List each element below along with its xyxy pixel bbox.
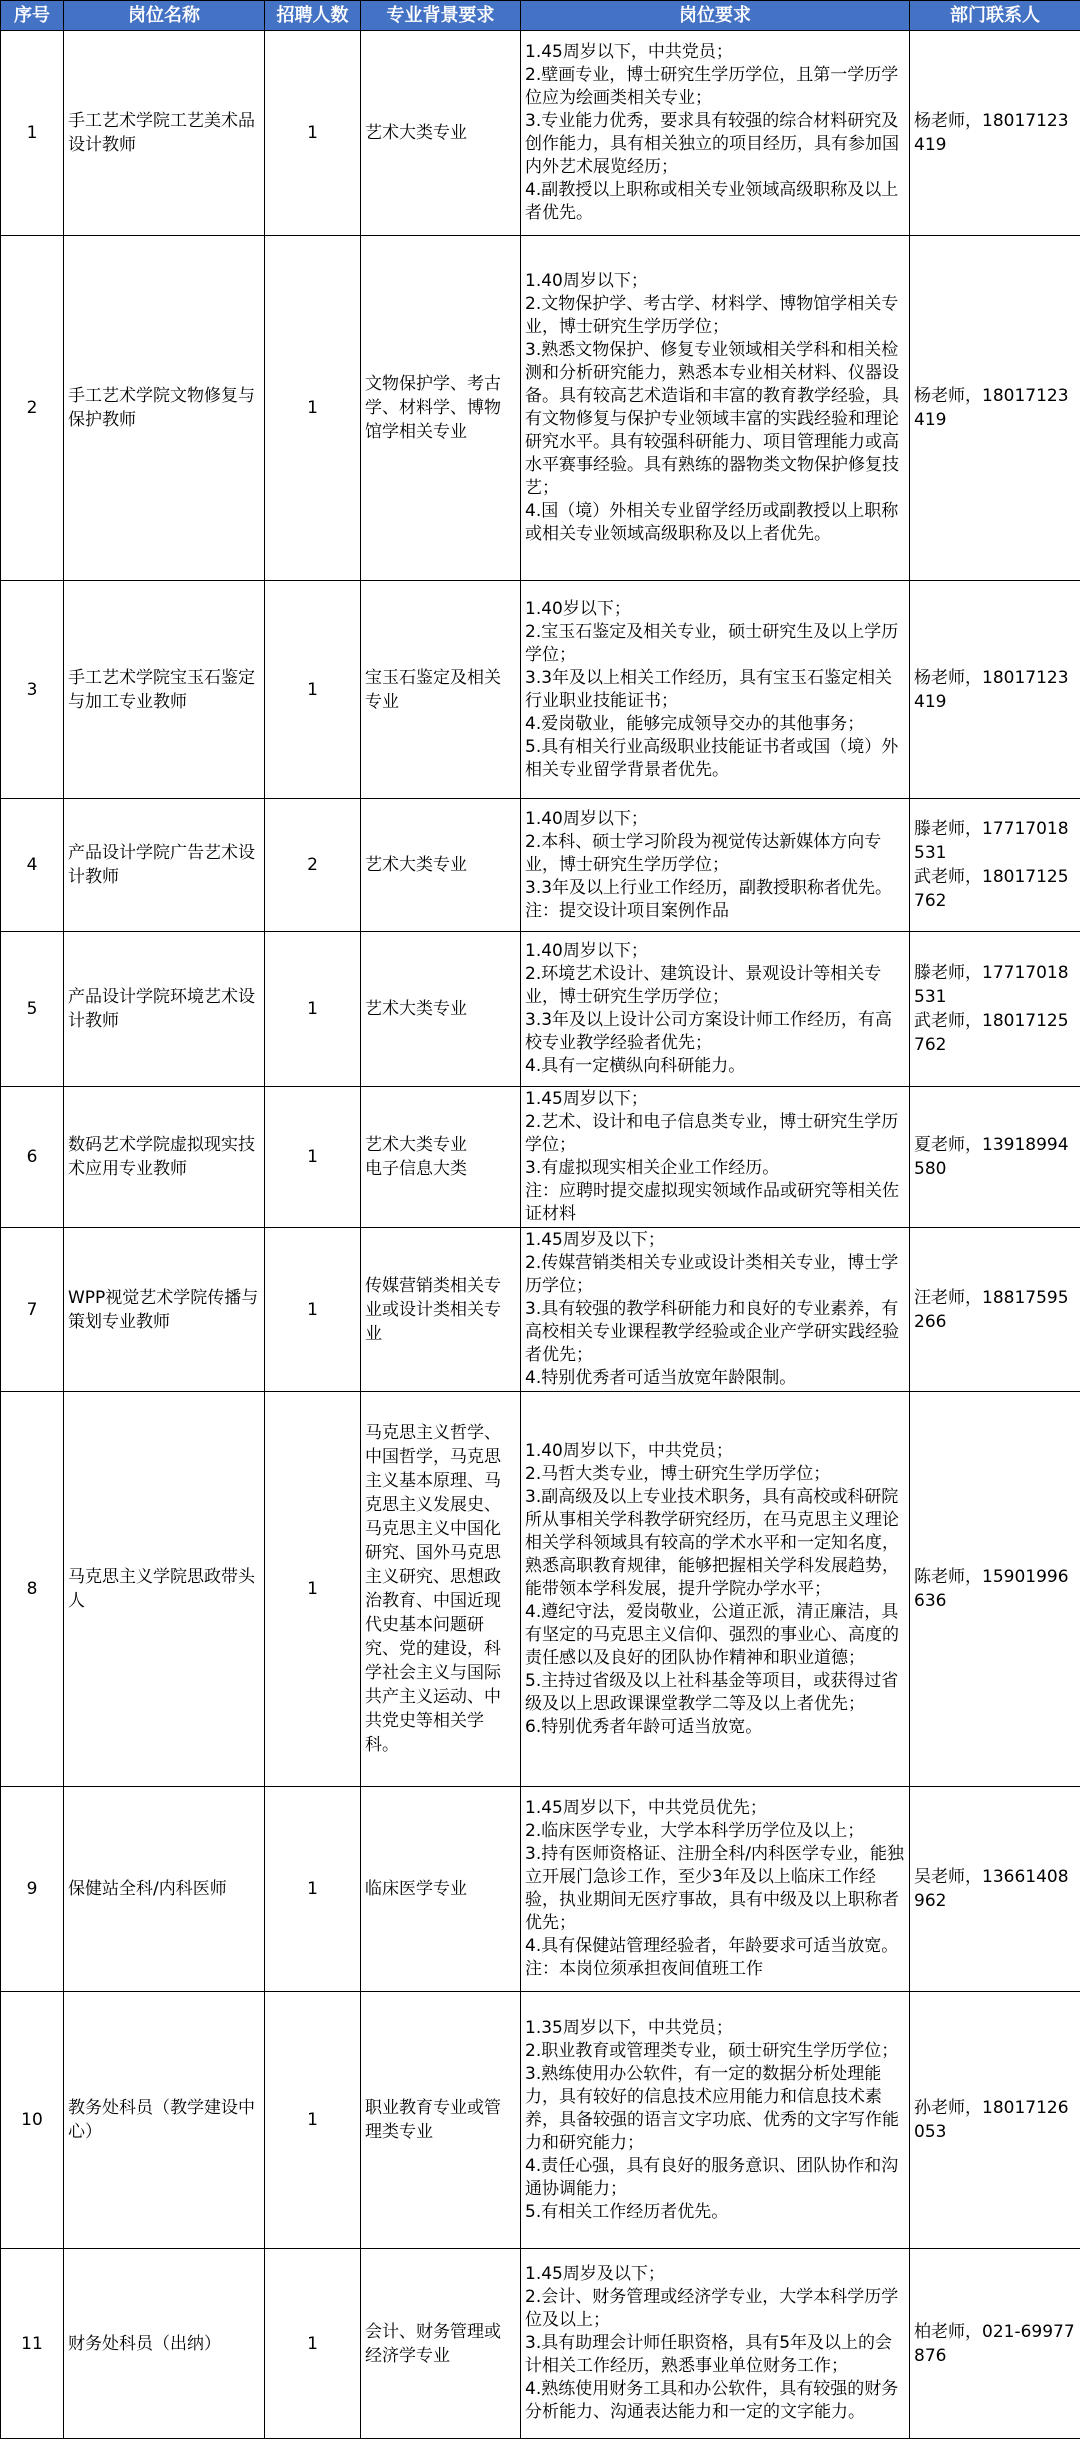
table-row [1, 1787, 1080, 1992]
cell-no: 4 [1, 799, 64, 932]
cell-position-name: 产品设计学院环境艺术设计教师 [64, 932, 265, 1087]
table-row [1, 1087, 1080, 1228]
cell-no: 5 [1, 932, 64, 1087]
cell-count: 1 [265, 932, 361, 1087]
cell-no: 7 [1, 1228, 64, 1392]
table-row [1, 2249, 1080, 2439]
cell-count: 1 [265, 236, 361, 581]
cell-no: 6 [1, 1087, 64, 1228]
header-contact: 部门联系人 [910, 1, 1080, 31]
table-row [1, 1992, 1080, 2249]
cell-requirements: 1.40周岁以下； 2.本科、硕士学习阶段为视觉传达新媒体方向专业，博士研究生学历学位； 3.3年及以上行业工作经历，副教授职称者优先。 注：提交设计项目案例作品 [521, 799, 910, 932]
cell-no: 2 [1, 236, 64, 581]
cell-count: 1 [265, 1787, 361, 1992]
cell-contact: 杨老师，18017123419 [910, 581, 1080, 799]
cell-major: 传媒营销类相关专业或设计类相关专业 [361, 1228, 521, 1392]
cell-requirements: 1.35周岁以下，中共党员； 2.职业教育或管理类专业，硕士研究生学历学位； 3.熟练使用办公软件，有一定的数据分析处理能力，具有较好的信息技术应用能力和信息技术素养，具备较强的语言文字功底、优秀的文字写作能力和研究能力； 4.责任心强，具有良好的服务意识、团队协作和沟通协调能力； 5.有相关工作经历者优先。 [521, 1992, 910, 2249]
cell-contact: 杨老师，18017123419 [910, 31, 1080, 236]
cell-major: 职业教育专业或管理类专业 [361, 1992, 521, 2249]
cell-requirements: 1.40周岁以下； 2.环境艺术设计、建筑设计、景观设计等相关专业，博士研究生学历学位； 3.3年及以上设计公司方案设计师工作经历，有高校专业教学经验者优先； 4.具有一定横纵向科研能力。 [521, 932, 910, 1087]
cell-position-name: 财务处科员（出纳） [64, 2249, 265, 2439]
cell-position-name: 手工艺术学院工艺美术品设计教师 [64, 31, 265, 236]
cell-no: 10 [1, 1992, 64, 2249]
cell-major: 文物保护学、考古学、材料学、博物馆学相关专业 [361, 236, 521, 581]
cell-count: 1 [265, 581, 361, 799]
cell-count: 1 [265, 1392, 361, 1787]
table-row [1, 236, 1080, 581]
cell-count: 1 [265, 1087, 361, 1228]
cell-no: 9 [1, 1787, 64, 1992]
cell-contact: 柏老师，021-69977876 [910, 2249, 1080, 2439]
cell-requirements: 1.40周岁以下，中共党员； 2.马哲大类专业，博士研究生学历学位； 3.副高级及以上专业技术职务，具有高校或科研院所从事相关学科教学研究经历，在马克思主义理论相关学科领域具有较高的学术水平和一定知名度，熟悉高职教育规律，能够把握相关学科发展趋势，能带领本学科发展，提升学院办学水平； 4.遵纪守法，爱岗敬业，公道正派，清正廉洁，具有坚定的马克思主义信仰、强烈的事业心、高度的责任感以及良好的团队协作精神和职业道德； 5.主持过省级及以上社科基金等项目，或获得过省级及以上思政课课堂教学二等及以上者优先； 6.特别优秀者年龄可适当放宽。 [521, 1392, 910, 1787]
cell-contact: 孙老师，18017126053 [910, 1992, 1080, 2249]
cell-requirements: 1.40岁以下； 2.宝玉石鉴定及相关专业，硕士研究生及以上学历学位； 3.3年及以上相关工作经历，具有宝玉石鉴定相关行业职业技能证书； 4.爱岗敬业，能够完成领导交办的其他事务； 5.具有相关行业高级职业技能证书者或国（境）外相关专业留学背景者优先。 [521, 581, 910, 799]
cell-major: 艺术大类专业 [361, 799, 521, 932]
cell-no: 3 [1, 581, 64, 799]
header-requirements: 岗位要求 [521, 1, 910, 31]
cell-requirements: 1.45周岁及以下； 2.会计、财务管理或经济学专业，大学本科学历学位及以上； 3.具有助理会计师任职资格，具有5年及以上的会计相关工作经历，熟悉事业单位财务工作； 4.熟练使用财务工具和办公软件，具有较强的财务分析能力、沟通表达能力和一定的文字能力。 [521, 2249, 910, 2439]
table-row [1, 1392, 1080, 1787]
cell-contact: 夏老师，13918994580 [910, 1087, 1080, 1228]
cell-requirements: 1.45周岁及以下； 2.传媒营销类相关专业或设计类相关专业，博士学历学位； 3.具有较强的教学科研能力和良好的专业素养，有高校相关专业课程教学经验或企业产学研实践经验者优先； 4.特别优秀者可适当放宽年龄限制。 [521, 1228, 910, 1392]
cell-requirements: 1.45周岁以下； 2.艺术、设计和电子信息类专业，博士研究生学历学位； 3.有虚拟现实相关企业工作经历。 注：应聘时提交虚拟现实领域作品或研究等相关佐证材料 [521, 1087, 910, 1228]
cell-count: 2 [265, 799, 361, 932]
cell-requirements: 1.45周岁以下，中共党员； 2.壁画专业，博士研究生学历学位，且第一学历学位应为绘画类相关专业； 3.专业能力优秀，要求具有较强的综合材料研究及创作能力，具有相关独立的项目经历，具有参加国内外艺术展览经历； 4.副教授以上职称或相关专业领域高级职称及以上者优先。 [521, 31, 910, 236]
cell-major: 宝玉石鉴定及相关专业 [361, 581, 521, 799]
cell-position-name: 产品设计学院广告艺术设计教师 [64, 799, 265, 932]
cell-contact: 滕老师，17717018531 武老师，18017125762 [910, 799, 1080, 932]
cell-no: 1 [1, 31, 64, 236]
table-row [1, 581, 1080, 799]
cell-contact: 杨老师，18017123419 [910, 236, 1080, 581]
cell-requirements: 1.45周岁以下，中共党员优先； 2.临床医学专业，大学本科学历学位及以上； 3.持有医师资格证、注册全科/内科医学专业，能独立开展门急诊工作，至少3年及以上临床工作经验，执业期间无医疗事故，具有中级及以上职称者优先； 4.具有保健站管理经验者，年龄要求可适当放宽。 注：本岗位须承担夜间值班工作 [521, 1787, 910, 1992]
cell-major: 会计、财务管理或经济学专业 [361, 2249, 521, 2439]
cell-position-name: 保健站全科/内科医师 [64, 1787, 265, 1992]
header-major: 专业背景要求 [361, 1, 521, 31]
cell-major: 艺术大类专业 电子信息大类 [361, 1087, 521, 1228]
cell-major: 临床医学专业 [361, 1787, 521, 1992]
header-no: 序号 [1, 1, 64, 31]
table-row [1, 932, 1080, 1087]
cell-count: 1 [265, 1992, 361, 2249]
cell-position-name: 教务处科员（教学建设中心） [64, 1992, 265, 2249]
table-row [1, 799, 1080, 932]
cell-requirements: 1.40周岁以下； 2.文物保护学、考古学、材料学、博物馆学相关专业，博士研究生学历学位； 3.熟悉文物保护、修复专业领域相关学科和相关检测和分析研究能力，熟悉本专业相关材料、仪器设备。具有较高艺术造诣和丰富的教育教学经验，具有文物修复与保护专业领域丰富的实践经验和理论研究水平。具有较强科研能力、项目管理能力或高水平赛事经验。具有熟练的器物类文物保护修复技艺； 4.国（境）外相关专业留学经历或副教授以上职称或相关专业领域高级职称及以上者优先。 [521, 236, 910, 581]
cell-contact: 吴老师，13661408962 [910, 1787, 1080, 1992]
table-row [1, 31, 1080, 236]
header-count: 招聘人数 [265, 1, 361, 31]
cell-position-name: 马克思主义学院思政带头人 [64, 1392, 265, 1787]
cell-position-name: 手工艺术学院文物修复与保护教师 [64, 236, 265, 581]
cell-count: 1 [265, 1228, 361, 1392]
cell-major: 马克思主义哲学、中国哲学，马克思主义基本原理、马克思主义发展史、马克思主义中国化研究、国外马克思主义研究、思想政治教育、中国近现代史基本问题研究、党的建设，科学社会主义与国际共产主义运动、中共党史等相关学科。 [361, 1392, 521, 1787]
cell-position-name: 手工艺术学院宝玉石鉴定与加工专业教师 [64, 581, 265, 799]
table-row [1, 1228, 1080, 1392]
cell-position-name: 数码艺术学院虚拟现实技术应用专业教师 [64, 1087, 265, 1228]
cell-position-name: WPP视觉艺术学院传播与策划专业教师 [64, 1228, 265, 1392]
cell-major: 艺术大类专业 [361, 932, 521, 1087]
cell-count: 1 [265, 2249, 361, 2439]
cell-contact: 陈老师，15901996636 [910, 1392, 1080, 1787]
cell-major: 艺术大类专业 [361, 31, 521, 236]
header-row [1, 1, 1080, 31]
cell-no: 11 [1, 2249, 64, 2439]
header-position: 岗位名称 [64, 1, 265, 31]
cell-contact: 滕老师，17717018531 武老师，18017125762 [910, 932, 1080, 1087]
cell-no: 8 [1, 1392, 64, 1787]
cell-contact: 汪老师，18817595266 [910, 1228, 1080, 1392]
cell-count: 1 [265, 31, 361, 236]
